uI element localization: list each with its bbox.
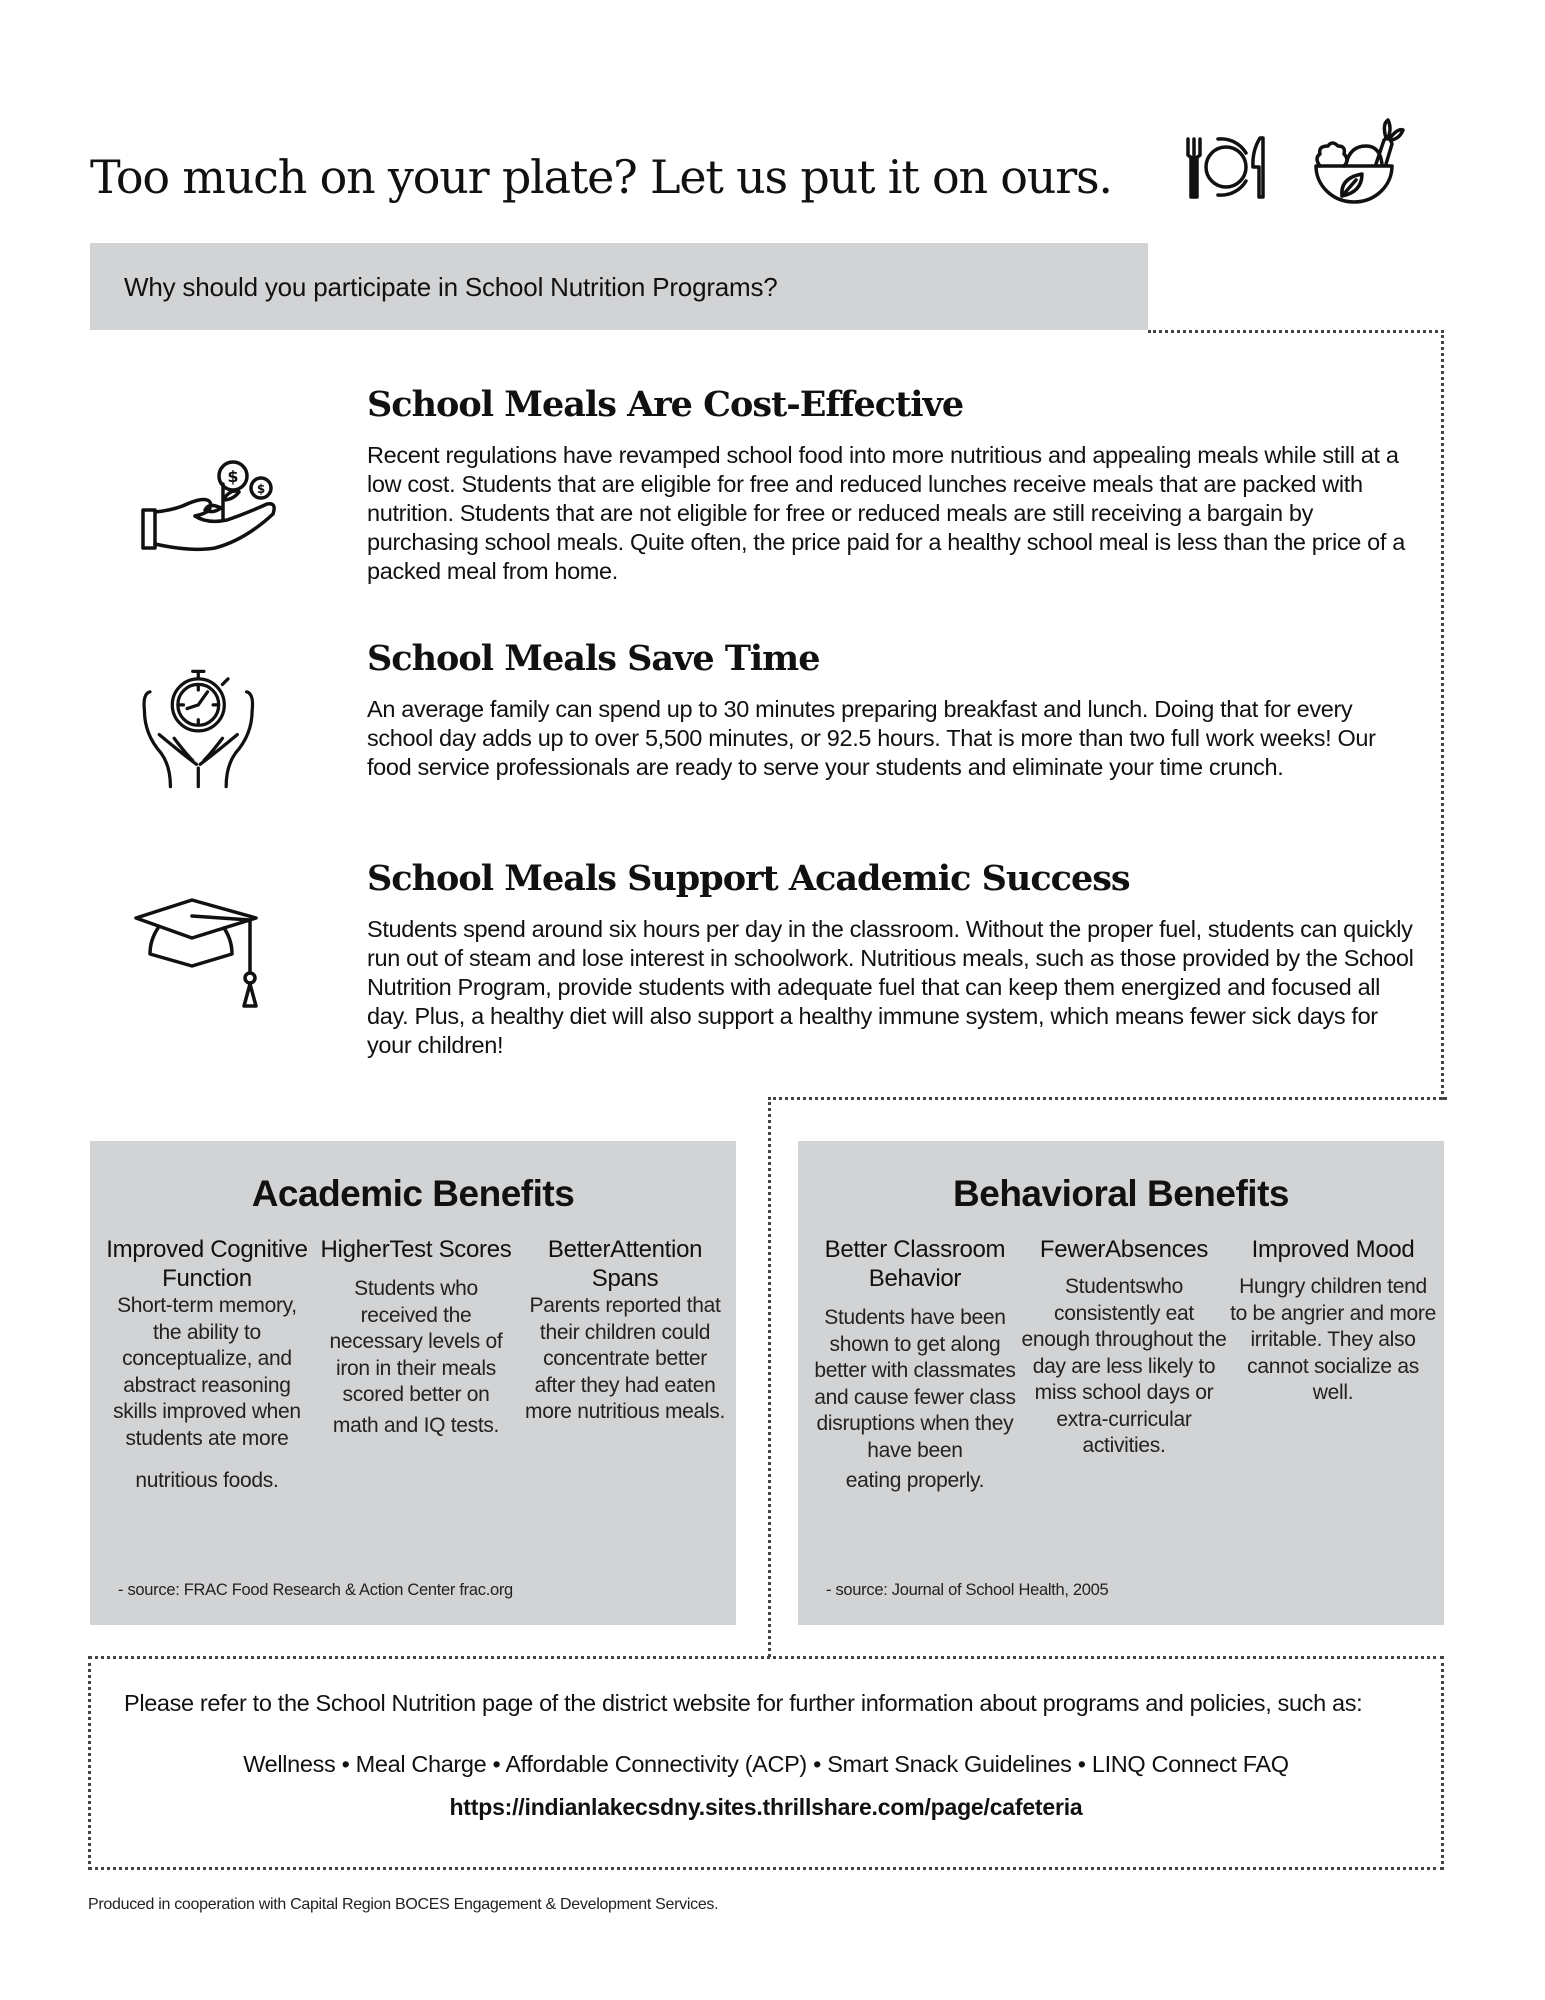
svg-text:$: $ [256,482,266,496]
link-separator: • [813,1751,821,1777]
footer-links [88,1751,1444,1778]
dotted-divider-horizontal [768,1097,1447,1100]
benefit-body: Hungry children tend to be angrier and more irritable. They also cannot socialize as well. [1230,1275,1436,1404]
benefit-body: Studentswho consistently eat enough throughout the day are less likely to miss school days or extra-curricular activities. [1021,1275,1227,1457]
hand-money-plant-icon [135,440,275,570]
benefit-body: Parents reported that their children could concentrate better after they had eaten more nutritious meals. [525,1294,726,1423]
section-body: An average family can spend up to 30 minutes preparing breakfast and lunch. Doing that for every school day adds up to over 5,500 minutes, or 92.5 hours. That is more than two full work weeks! Our food service professionals are ready to serve your students and eliminate your time crunch. [367,696,1376,780]
academic-benefits-card [90,1141,736,1625]
section-save-time [367,638,1417,782]
benefit-column [1021,1235,1227,1495]
dotted-divider-vertical [768,1097,771,1657]
benefit-body-tail: nutritious foods. [135,1469,279,1492]
benefit-body: Students who received the necessary levels of iron in their meals scored better on [329,1277,503,1406]
section-body: Recent regulations have revamped school food into more nutritious and appealing meals while still at a low cost. Students that are eligible for free and reduced lunches receive meals that are packed with nutrition. Students that are not eligible for free or reduced meals are still receiving a bargain by purchasing school meals. Quite often, the price paid for a healthy school meal is less than the price of a packed meal from home. [367,442,1405,584]
hands-stopwatch-icon [132,664,272,794]
section-heading: School Meals Support Academic Success [367,858,1130,899]
link-separator: • [1077,1751,1086,1777]
benefit-heading: Better Classroom Behavior [824,1236,1006,1292]
benefit-heading: BetterAttention Spans [547,1236,703,1292]
link-acp[interactable]: Affordable Connectivity (ACP) [505,1751,807,1777]
benefit-body: Short-term memory, the ability to conceptualize, and abstract reasoning skills improved when students ate more [113,1294,301,1450]
source-citation: - source: Journal of School Health, 2005 [826,1581,1109,1599]
benefit-heading: HigherTest Scores [320,1236,512,1263]
link-linq-faq[interactable]: LINQ Connect FAQ [1091,1751,1289,1777]
benefit-column [313,1235,519,1495]
link-wellness[interactable]: Wellness [243,1751,336,1777]
benefit-heading: FewerAbsences [1039,1236,1209,1263]
link-separator: • [341,1751,350,1777]
link-separator: • [492,1751,501,1777]
link-smart-snack[interactable]: Smart Snack Guidelines [827,1751,1072,1777]
benefit-body-tail: eating properly. [845,1469,985,1492]
behavioral-benefits-card [798,1141,1444,1625]
benefit-body-tail: math and IQ tests. [332,1413,500,1437]
benefit-body: Students have been shown to get along better with classmates and cause fewer class disruptions when they have been [814,1306,1016,1462]
plate-cutlery-icon [1180,133,1270,203]
link-meal-charge[interactable]: Meal Charge [355,1751,487,1777]
benefit-column [812,1235,1018,1495]
cafeteria-url-link[interactable]: https://indianlakecsdny.sites.thrillshare.com/page/cafeteria [449,1794,1083,1820]
page-title: Too much on your plate? Let us put it on ours. [90,150,1112,204]
svg-text:$: $ [227,467,239,486]
card-title: Academic Benefits [251,1173,575,1214]
source-citation: - source: FRAC Food Research & Action Center frac.org [118,1581,513,1599]
benefit-column [1230,1235,1436,1495]
section-body: Students spend around six hours per day in the classroom. Without the proper fuel, students can quickly run out of steam and lose interest in schoolwork. Nutritious meals, such as those provided by the School Nutrition Program, provide students with adequate fuel that can keep them energized and focused all day. Plus, a healthy diet will also support a healthy immune system, which means fewer sick days for your children! [367,916,1414,1058]
card-title: Behavioral Benefits [953,1173,1289,1214]
section-academic-success [367,858,1417,1060]
benefit-column [522,1235,728,1495]
section-heading: School Meals Are Cost-Effective [367,384,964,425]
graduation-cap-icon [132,900,272,1030]
section-heading: School Meals Save Time [367,638,820,679]
footer-refer-text: Please refer to the School Nutrition page of the district website for further information about programs and policies, such as: [124,1690,1363,1716]
salad-bowl-icon [1310,118,1405,208]
intro-question: Why should you participate in School Nutrition Programs? [124,272,778,302]
section-cost-effective [367,384,1417,586]
produced-credit: Produced in cooperation with Capital Region BOCES Engagement & Development Services. [88,1896,719,1913]
intro-banner [90,243,1148,330]
benefit-column [104,1235,310,1495]
benefit-heading: Improved Cognitive Function [106,1236,308,1292]
benefit-heading: Improved Mood [1251,1236,1415,1263]
